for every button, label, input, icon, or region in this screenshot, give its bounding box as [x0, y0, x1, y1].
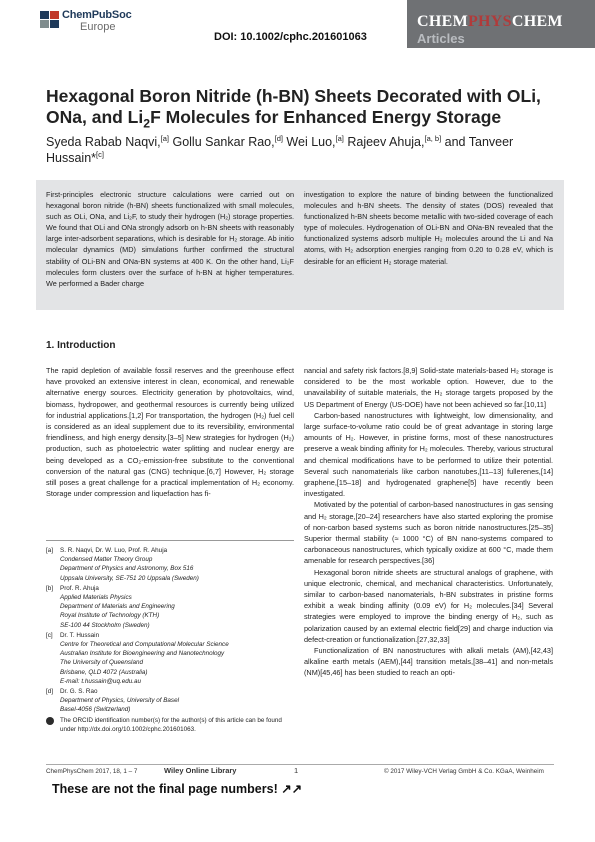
- banner-divider: [403, 0, 407, 48]
- affiliation-a: [a] S. R. Naqvi, Dr. W. Luo, Prof. R. Ahuja Condensed Matter Theory Group Department of Physics and Astronomy, Box 516 Uppsala University, SE-751 20 Uppsala (Sweden): [46, 547, 199, 582]
- footer-citation: ChemPhysChem 2017, 18, 1 – 7: [46, 768, 138, 775]
- section-heading: 1. Introduction: [46, 340, 116, 351]
- doi[interactable]: DOI: 10.1002/cphc.201601063: [214, 31, 367, 43]
- final-page-note: These are not the final page numbers! ↗↗: [52, 782, 303, 796]
- copyright: © 2017 Wiley-VCH Verlag GmbH & Co. KGaA, Weinheim: [384, 768, 544, 775]
- article-type: Articles: [417, 31, 465, 46]
- author-name: and Tanveer Hussain*: [46, 135, 514, 165]
- paragraph: Functionalization of BN nanostructures with alkali metals (AM),[42,43] alkaline earth metals (AEM),[44] transition metals,[38–41] and non-metals (NM)[45,46] has been studied to reach an opti-: [304, 646, 553, 678]
- affiliations: [46, 546, 294, 735]
- affiliation-b: [b] Prof. R. Ahuja Applied Materials Physics Department of Materials and Engineering Royal Institute of Technology (KTH) SE-100 44 Stockholm (Sweden): [46, 584, 175, 629]
- orcid-icon: [46, 717, 54, 725]
- author-name: Wei Luo,: [282, 135, 336, 149]
- author-name: Gollu Sankar Rao,: [169, 135, 275, 149]
- author-list: Syeda Rabab Naqvi,[a] Gollu Sankar Rao,[d] Wei Luo,[a] Rajeev Ahuja,[a, b] and Tanveer Hussain*[c]: [46, 133, 514, 165]
- abstract-text-left: First-principles electronic structure calculations were carried out on hexagonal boron nitride (h-BN) sheets functionalized with small molecules, such as OLi, ONa, and Li₂F, to study their hydrogen (H₂) storage properties. We found that OLi and ONa strongly adsorb on h-BN sheets with reasonably large inter-adsorbent separations, which is desirable for H₂ storage. Ab initio molecular dynamics (MD) simulations further confirmed the structural stability of OLi-BN and ONa-BN systems at 400 K. On the other hand, Li₂F molecules form clusters over the surface of h-BN at higher temperatures. We performed a Bader charge: [46, 190, 294, 288]
- abstract-text-right: investigation to explore the nature of binding between the functionalized molecules and h-BN sheets. The density of states (DOS) revealed that functionalized h-BN sheets become metallic with two-sided coverage of each type of molecules. Hydrogenation of OLi-BN and ONa-BN revealed that the functionalized systems adsorb multiple H₂ molecules around the Li and Na atoms, with H₂ adsorption energies ranging from 0.20 to 0.28 eV, which is desirable for an efficient H₂ storage material.: [304, 190, 553, 266]
- body-column-right: [304, 365, 553, 679]
- author-name: Syeda Rabab Naqvi,: [46, 135, 161, 149]
- orcid-text[interactable]: The ORCID identification number(s) for the author(s) of this article can be found under http://dx.doi.org/10.1002/cphc.201601063.: [60, 716, 282, 733]
- paragraph: nancial and safety risk factors.[8,9] Solid-state materials-based H₂ storage is considered to be the most workable option. However, due to the unavailability of suitable materials, the H₂ storage targets proposed by the US Department of Energy (US-DOE) have not been achieved so far.[10,11]: [304, 366, 553, 409]
- paragraph: Hexagonal boron nitride sheets are structural analogs of graphene, with unique electronic, chemical, and mechanical characteristics. Unfortunately, similar to carbon-based nanomaterials, h-BN substrates in pristine forms exhibit a weak binding affinity (0.09 eV) for H₂ molecules.[34] Several strategies were employed to improve the binding energy of H₂, such as polarization caused by an external electric field[29] and charge induction via defect-creation or functionalization.[27,32,33]: [304, 567, 553, 644]
- publisher-region: Europe: [80, 21, 116, 33]
- affiliation-d: [d] Dr. G. S. Rao Department of Physics, University of Basel Basel-4056 (Switzerland): [46, 688, 179, 714]
- page-number: 1: [294, 766, 299, 775]
- publisher-name: ChemPubSoc: [62, 9, 132, 21]
- paragraph: Carbon-based nanostructures with lightweight, low dimensionality, and large surface-to-volume ratio could be of great advantage in storing large amounts of H₂. However, in pristine forms, most of these nanostructures preserve a weak binding affinity for H₂ molecules. Thereby, various structural and chemical modifications have to be performed to utilize their potential. Several such nanomaterials like carbon nanotubes,[11–13] fullerenes,[14] graphene,[15–18] and hydrogenated graphene[5] have recently been investigated.: [304, 410, 553, 499]
- journal-name: CHEMPHYSCHEM: [417, 13, 563, 30]
- paragraph: The rapid depletion of available fossil reserves and the greenhouse effect have provoked an extensive interest in clean, economical, and renewable alternative energy sources. Electricity generation by photovoltaics, wind, biomass, hydropower, and geothermal resources is currently being utilized for industrial applications.[1,2] For transportation, the hydrogen (H₂) fuel cell is considered as an ideal supplement due to its reversibility, environmental friendliness, and high energy density.[3–5] New strategies for hydrogen (H₂) production, such as photoelectric water splitting and nuclear energy are being developed as a CO₂-emission-free substitute to the conventional conversion of the natural gas (CNG) technique.[6,7] However, H₂ storage still poses a great challenge for a practical implementation of H₂ economy. Storage under compression and liquefaction has fi-: [46, 366, 294, 499]
- email-link[interactable]: E-mail: t.hussain@uq.edu.au: [60, 677, 141, 685]
- footer-divider: [46, 764, 554, 765]
- footnote-divider: [46, 540, 294, 541]
- publisher-logo-icon: [40, 11, 60, 29]
- orcid-note: [46, 716, 294, 734]
- article-title: Hexagonal Boron Nitride (h-BN) Sheets Decorated with OLi, ONa, and $Li_2F$ Molecules for Enhanced Energy Storage: [46, 86, 541, 131]
- affiliation-c: [c] Dr. T. Hussain Centre for Theoretical and Computational Molecular Science Australian Institute for Bioengineering and Nanotechnology The University of Queensland Brisbane, QLD 4072 (Australia) E-mail: t.hussain@uq.edu.au: [46, 631, 229, 685]
- paragraph: Motivated by the potential of carbon-based nanostructures in gas sensing and H₂ storage,[20–24] researchers have also started exploring the promise of non-carbon based systems such as boron nitride nanostructures.[25–35] Superior thermal stability (≈ 1000 °C) of BN nano-systems compared to carbonaceous nanostructures, which typically oxidize at 600 °C, made them amenable for research perspectives.[36]: [304, 500, 553, 566]
- author-name: Rajeev Ahuja,: [343, 135, 425, 149]
- wiley-online-library-link[interactable]: Wiley Online Library: [164, 766, 237, 775]
- body-column-left: [46, 365, 294, 499]
